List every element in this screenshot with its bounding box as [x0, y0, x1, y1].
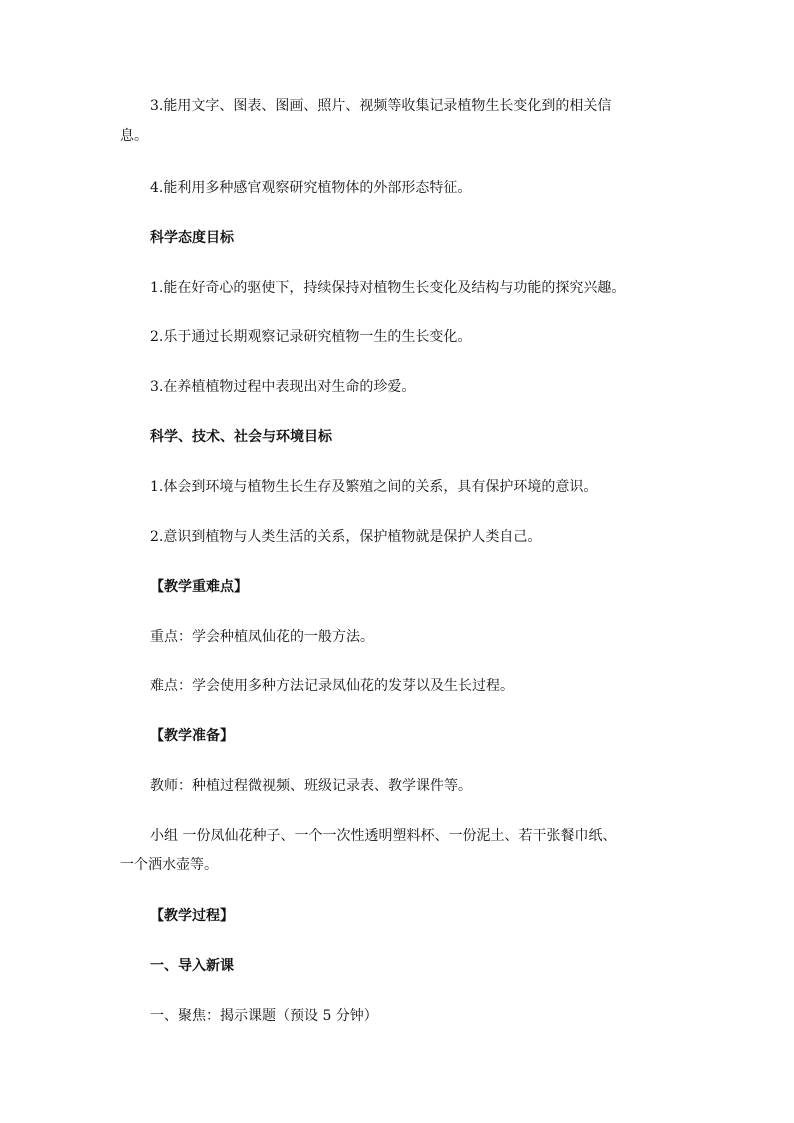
attitude-objective-3: 3.在养植植物过程中表现出对生命的珍爱。: [150, 379, 416, 395]
objective-4-text: 4.能利用多种感官观察研究植物体的外部形态特征。: [150, 180, 472, 196]
section-heading-attitude: 科学态度目标: [150, 230, 234, 246]
objective-3-text: 3.能用文字、图表、图画、照片、视频等收集记录植物生长变化到的相关信: [150, 98, 612, 114]
attitude-objective-1: 1.能在好奇心的驱使下，持续保持对植物生长变化及结构与功能的探究兴趣。: [150, 280, 626, 296]
key-point-text: 重点：学会种植凤仙花的一般方法。: [150, 629, 374, 645]
section-heading-process: 【教学过程】: [150, 908, 234, 924]
teacher-preparation-text: 教师：种植过程微视频、班级记录表、教学课件等。: [150, 778, 472, 794]
section-heading-preparation: 【教学准备】: [150, 728, 234, 744]
attitude-objective-2: 2.乐于通过长期观察记录研究植物一生的生长变化。: [150, 329, 472, 345]
objective-3-continuation: 息。: [120, 128, 148, 144]
section-heading-stse: 科学、技术、社会与环境目标: [150, 429, 332, 445]
step-heading-introduction: 一、导入新课: [150, 958, 234, 974]
stse-objective-2: 2.意识到植物与人类生活的关系，保护植物就是保护人类自己。: [150, 529, 542, 545]
section-heading-key-points: 【教学重难点】: [150, 579, 248, 595]
difficult-point-text: 难点：学会使用多种方法记录凤仙花的发芽以及生长过程。: [150, 678, 514, 694]
group-preparation-text: 小组 一份凤仙花种子、一个一次性透明塑料杯、一份泥土、若干张餐巾纸、: [150, 828, 617, 844]
step-focus-text: 一、聚焦：揭示课题（预设 5 分钟）: [150, 1008, 378, 1024]
stse-objective-1: 1.体会到环境与植物生长生存及繁殖之间的关系，具有保护环境的意识。: [150, 479, 598, 495]
group-preparation-continuation: 一个洒水壶等。: [120, 857, 218, 873]
